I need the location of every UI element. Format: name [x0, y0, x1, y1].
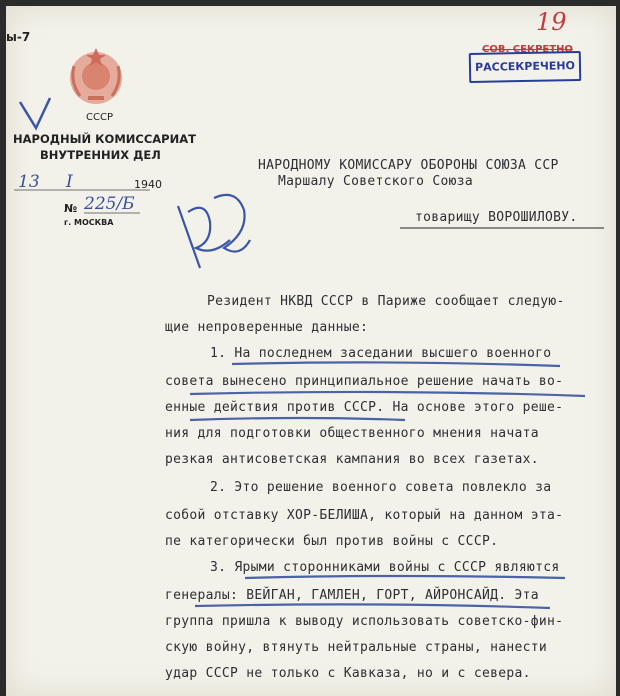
body-line: щие непроверенные данные: — [165, 320, 369, 335]
body-line: енные действия против СССР. На основе этого реше- — [165, 400, 564, 415]
body-line: ния для подготовки общественного мнения начата — [165, 426, 539, 441]
body-line: скую войну, втянуть нейтральные страны, нанести — [165, 640, 547, 655]
emblem-label: СССР — [86, 112, 113, 123]
body-line: собой отставку ХОР-БЕЛИША, который на данном эта- — [165, 508, 564, 523]
body-line: резкая антисоветская кампания во всех газетах. — [165, 452, 539, 467]
body-line: 2. Это решение военного совета повлекло за — [210, 480, 552, 495]
body-line: генералы: ВЕЙГАН, ГАМЛЕН, ГОРТ, АЙРОНСАЙД. Эта — [165, 588, 539, 603]
sender-city: г. МОСКВА — [64, 218, 114, 227]
body-line: пе категорически был против войны с СССР. — [165, 534, 499, 549]
body-line: 3. Ярыми сторонниками войны с СССР являются — [210, 560, 560, 575]
body-line: Резидент НКВД СССР в Париже сообщает следую- — [207, 294, 565, 309]
date-day: 13 — [18, 172, 40, 192]
date-month: I — [66, 172, 73, 192]
handwritten-resolution — [178, 195, 250, 268]
addressee-line2: Маршалу Советского Союза — [278, 174, 474, 189]
handwritten-page-number: 19 — [536, 8, 567, 36]
struck-secret-label: СОВ. СЕКРЕТНО — [482, 44, 573, 55]
declassified-stamp: РАССЕКРЕЧЕНО — [469, 51, 582, 83]
pencil-check-mark — [20, 98, 50, 128]
page-reference: ы-7 — [6, 30, 31, 44]
body-line: совета вынесено принципиальное решение начать во- — [165, 374, 564, 389]
addressee-line1: НАРОДНОМУ КОМИССАРУ ОБОРОНЫ СОЮЗА ССР — [258, 158, 559, 173]
addressee-line3: товарищу ВОРОШИЛОВУ. — [415, 210, 578, 225]
number-prefix: № — [64, 202, 78, 215]
body-line: удар СССР не только с Кавказа, но и с севера. — [165, 666, 531, 681]
body-line: группа пришла к выводу использовать советско-фин- — [165, 614, 564, 629]
sender-org-line1: НАРОДНЫЙ КОМИССАРИАТ — [13, 132, 196, 146]
document-number: 225/Б — [84, 194, 135, 214]
body-line: 1. На последнем заседании высшего военного — [210, 346, 552, 361]
ussr-emblem-icon — [70, 48, 122, 104]
sender-org-line2: ВНУТРЕННИХ ДЕЛ — [40, 148, 161, 162]
date-year: 1940 — [134, 178, 162, 191]
